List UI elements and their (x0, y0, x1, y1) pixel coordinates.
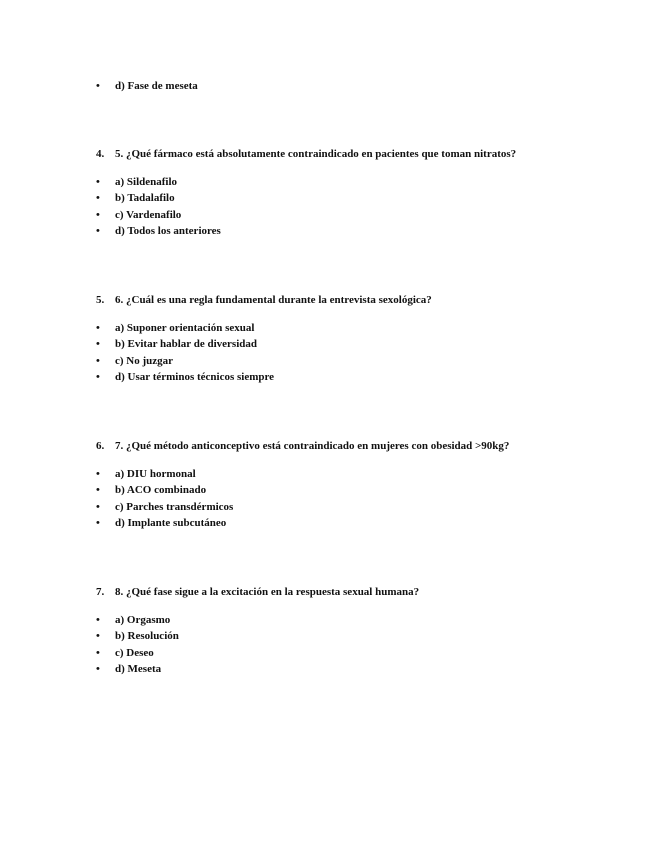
option-text: c) Parches transdérmicos (115, 501, 234, 513)
option-text: b) ACO combinado (115, 484, 207, 496)
option-text: b) Tadalafilo (115, 192, 175, 204)
bullet: • (96, 630, 100, 642)
option-text: d) Todos los anteriores (115, 225, 221, 237)
bullet: • (96, 80, 100, 92)
bullet: • (96, 501, 100, 513)
bullet: • (96, 192, 100, 204)
option-text: d) Fase de meseta (115, 80, 198, 92)
bullet: • (96, 647, 100, 659)
bullet: • (96, 176, 100, 188)
option-text: c) No juzgar (115, 355, 174, 367)
option-text: a) DIU hormonal (115, 468, 196, 480)
bullet: • (96, 322, 100, 334)
bullet: • (96, 209, 100, 221)
option-text: c) Vardenafilo (115, 209, 182, 221)
option-text: c) Deseo (115, 647, 154, 659)
question-number: 7. (96, 586, 105, 598)
question-text: 8. ¿Qué fase sigue a la excitación en la respuesta sexual humana? (115, 586, 420, 598)
bullet: • (96, 663, 100, 675)
bullet: • (96, 484, 100, 496)
bullet: • (96, 614, 100, 626)
option-text: b) Resolución (115, 630, 179, 642)
option-text: a) Orgasmo (115, 614, 171, 626)
option-text: a) Suponer orientación sexual (115, 322, 255, 334)
question-text: 5. ¿Qué fármaco está absolutamente contraindicado en pacientes que toman nitratos? (115, 148, 517, 160)
option-text: d) Meseta (115, 663, 162, 675)
question-number: 6. (96, 440, 105, 452)
bullet: • (96, 355, 100, 367)
question-text: 6. ¿Cuál es una regla fundamental durante la entrevista sexológica? (115, 294, 432, 306)
question-text: 7. ¿Qué método anticonceptivo está contraindicado en mujeres con obesidad >90kg? (115, 440, 510, 452)
option-text: d) Usar términos técnicos siempre (115, 371, 275, 383)
question-number: 4. (96, 148, 105, 160)
bullet: • (96, 371, 100, 383)
bullet: • (96, 468, 100, 480)
bullet: • (96, 517, 100, 529)
question-number: 5. (96, 294, 105, 306)
bullet: • (96, 338, 100, 350)
bullet: • (96, 225, 100, 237)
option-text: b) Evitar hablar de diversidad (115, 338, 258, 350)
option-text: a) Sildenafilo (115, 176, 178, 188)
option-text: d) Implante subcutáneo (115, 517, 227, 529)
